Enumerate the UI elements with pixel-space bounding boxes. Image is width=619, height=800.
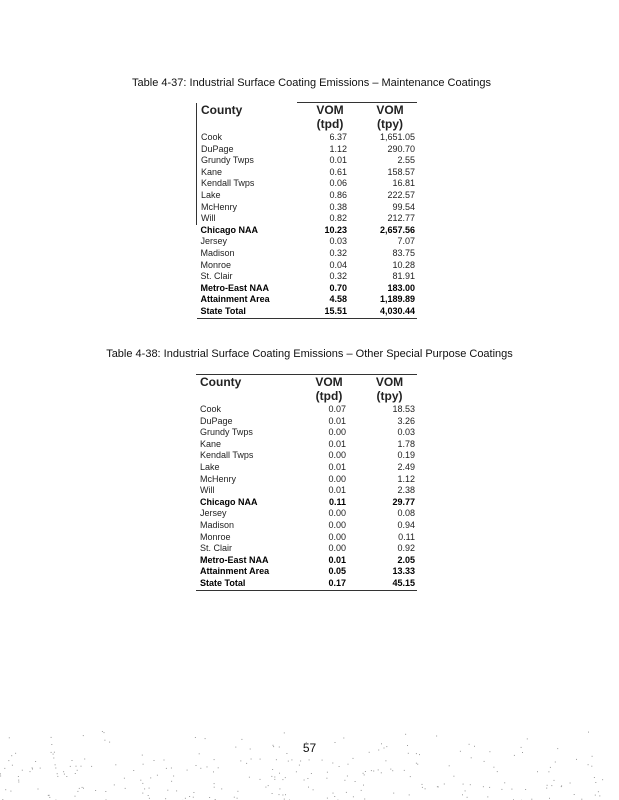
vom-tpy-header: VOM — [363, 103, 417, 118]
vom-tpd-header: VOM — [296, 375, 362, 390]
vom-tpd-cell: 0.32 — [329, 247, 347, 258]
vom-tpd-cell: 0.01 — [328, 461, 346, 472]
table-row — [196, 532, 417, 544]
vom-tpy-cell: 0.19 — [397, 450, 415, 461]
vom-tpy-cell: 212.77 — [387, 213, 415, 224]
vom-tpd-cell: 1.12 — [329, 143, 347, 154]
table-row — [196, 497, 417, 509]
vom-tpd-cell: 0.01 — [328, 415, 346, 426]
county-cell: State Total — [197, 306, 298, 318]
county-cell: DuPage — [197, 144, 298, 156]
vom-tpd-cell: 0.07 — [328, 404, 346, 414]
vom-tpd-cell: 15.51 — [297, 306, 363, 318]
table-row — [197, 178, 418, 190]
table-row — [197, 271, 418, 283]
table-row — [196, 555, 417, 567]
vom-tpy-cell: 0.08 — [397, 508, 415, 519]
county-cell: Attainment Area — [200, 566, 270, 577]
vom-tpy-cell: 2,657.56 — [379, 224, 415, 235]
table-row — [197, 190, 418, 202]
vom-tpd-cell: 0.03 — [329, 236, 347, 247]
vom-tpy-header: VOM — [362, 375, 417, 390]
vom-tpy-cell: 2.38 — [397, 485, 415, 496]
vom-tpy-cell: 183.00 — [387, 282, 415, 293]
vom-tpy-cell: 4,030.44 — [363, 306, 417, 318]
vom-tpy-cell: 29.77 — [392, 496, 415, 507]
table-row — [197, 306, 418, 318]
county-cell: Lake — [200, 461, 220, 472]
vom-tpd-cell: 0.01 — [328, 554, 346, 565]
table-4-38-caption: Table 4-38: Industrial Surface Coating Emissions – Other Special Purpose Coatings — [106, 348, 513, 360]
county-cell: Kane — [200, 438, 222, 449]
vom-tpy-cell: 1,189.89 — [379, 294, 415, 305]
vom-tpd-cell: 4.58 — [329, 294, 347, 305]
county-cell: Grundy Twps — [200, 427, 253, 438]
vom-tpd-cell: 0.00 — [328, 531, 346, 542]
vom-tpy-cell: 1,651.05 — [379, 132, 415, 142]
vom-tpy-cell: 45.15 — [362, 578, 417, 590]
vom-tpd-cell: 0.11 — [328, 496, 346, 507]
county-cell: St. Clair — [200, 543, 233, 554]
vom-tpd-cell: 0.82 — [329, 213, 347, 224]
vom-tpy-cell: 158.57 — [387, 166, 415, 177]
table-row — [196, 520, 417, 532]
vom-tpy-cell: 0.94 — [397, 519, 415, 530]
vom-tpd-cell: 0.38 — [329, 201, 347, 212]
vom-tpd-cell: 0.00 — [328, 519, 346, 530]
vom-tpd-header: VOM — [297, 103, 363, 118]
table-row — [197, 248, 418, 260]
county-cell: St. Clair — [200, 271, 233, 282]
table-4-37-caption: Table 4-37: Industrial Surface Coating Emissions – Maintenance Coatings — [132, 77, 491, 89]
vom-tpd-cell: 0.01 — [328, 438, 346, 449]
vom-tpd-cell: 0.00 — [328, 427, 346, 438]
county-cell: Lake — [197, 190, 298, 202]
vom-tpd-cell: 0.04 — [329, 259, 347, 270]
county-cell: McHenry — [197, 202, 298, 214]
vom-tpy-cell: 290.70 — [387, 143, 415, 154]
county-cell: Monroe — [200, 259, 232, 270]
table-row — [197, 294, 418, 306]
vom-tpd-cell: 0.17 — [296, 578, 362, 590]
county-cell: Monroe — [200, 531, 231, 542]
vom-tpy-cell: 10.28 — [392, 259, 415, 270]
county-cell: Kendall Twps — [197, 178, 298, 190]
table-row — [197, 225, 418, 237]
county-cell: Jersey — [200, 236, 228, 247]
county-cell: Attainment Area — [200, 294, 270, 305]
county-cell: DuPage — [200, 415, 233, 426]
table-row — [197, 167, 418, 179]
county-cell: Madison — [200, 519, 235, 530]
vom-tpy-cell: 3.26 — [397, 415, 415, 426]
vom-tpd-cell: 0.01 — [329, 155, 347, 166]
vom-tpd-cell: 0.00 — [328, 450, 346, 461]
county-cell: Madison — [200, 247, 235, 258]
vom-tpd-cell: 10.23 — [324, 224, 347, 235]
vom-tpd-cell: 0.61 — [329, 166, 347, 177]
vom-tpy-cell: 0.92 — [397, 543, 415, 554]
page-number: 57 — [302, 741, 317, 755]
vom-tpy-cell: 1.78 — [397, 438, 415, 449]
table-row — [196, 404, 417, 416]
vom-tpy-cell: 18.53 — [392, 404, 415, 414]
vom-tpy-cell: 83.75 — [392, 247, 415, 258]
county-cell: State Total — [196, 578, 296, 590]
table-row — [197, 213, 418, 225]
vom-tpy-cell: 222.57 — [387, 189, 415, 200]
county-cell: Chicago NAA — [200, 224, 259, 235]
vom-tpy-cell: 99.54 — [392, 201, 415, 212]
table-4-37 — [196, 102, 417, 319]
table-row — [196, 543, 417, 555]
table-row — [196, 474, 417, 486]
county-cell: McHenry — [200, 473, 237, 484]
table-row — [197, 155, 418, 167]
vom-tpy-cell: 16.81 — [392, 178, 415, 189]
table-row — [196, 439, 417, 451]
vom-tpd-cell: 0.86 — [329, 189, 347, 200]
table-row — [197, 283, 418, 295]
table-row — [196, 566, 417, 578]
vom-tpy-cell: 81.91 — [392, 271, 415, 282]
table-row — [197, 132, 418, 144]
county-cell: Will — [197, 213, 298, 225]
county-cell: Metro-East NAA — [200, 554, 269, 565]
vom-tpy-cell: 13.33 — [392, 566, 415, 577]
vom-tpy-unit: (tpy) — [376, 389, 403, 403]
table-row — [196, 450, 417, 462]
vom-tpy-unit: (tpy) — [377, 117, 403, 131]
county-cell: Kane — [197, 167, 298, 179]
county-header: County — [196, 375, 296, 390]
table-row — [197, 202, 418, 214]
vom-tpd-cell: 0.05 — [328, 566, 346, 577]
vom-tpd-cell: 0.06 — [329, 178, 347, 189]
table-row — [196, 578, 417, 590]
table-row — [197, 144, 418, 156]
county-cell: Chicago NAA — [200, 496, 258, 507]
vom-tpd-unit: (tpd) — [315, 389, 343, 403]
county-cell: Kendall Twps — [200, 450, 254, 461]
vom-tpy-cell: 0.11 — [398, 531, 415, 542]
table-4-38 — [196, 374, 417, 591]
vom-tpd-cell: 0.01 — [328, 485, 346, 496]
county-cell: Will — [200, 485, 215, 496]
vom-tpy-cell: 0.03 — [397, 427, 415, 438]
vom-tpd-cell: 0.00 — [328, 543, 346, 554]
vom-tpd-cell: 0.00 — [328, 473, 346, 484]
table-row — [196, 508, 417, 520]
county-cell: Grundy Twps — [197, 155, 298, 167]
table-row — [196, 485, 417, 497]
vom-tpy-cell: 1.12 — [397, 473, 415, 484]
table-row — [196, 427, 417, 439]
county-cell: Cook — [197, 132, 298, 144]
vom-tpy-cell: 2.49 — [397, 461, 415, 472]
vom-tpy-cell: 7.07 — [397, 236, 415, 247]
vom-tpd-cell: 0.32 — [329, 271, 347, 282]
table-row — [196, 416, 417, 428]
county-cell: Metro-East NAA — [200, 282, 270, 293]
vom-tpy-cell: 2.05 — [397, 554, 415, 565]
county-cell: Jersey — [200, 508, 227, 519]
county-header: County — [197, 103, 298, 118]
vom-tpd-cell: 0.00 — [328, 508, 346, 519]
county-cell: Cook — [200, 404, 222, 414]
table-row — [196, 462, 417, 474]
vom-tpd-cell: 0.70 — [329, 282, 347, 293]
vom-tpd-unit: (tpd) — [316, 117, 344, 131]
vom-tpd-cell: 6.37 — [329, 132, 347, 142]
vom-tpy-cell: 2.55 — [397, 155, 415, 166]
table-row — [197, 236, 418, 248]
table-row — [197, 260, 418, 272]
